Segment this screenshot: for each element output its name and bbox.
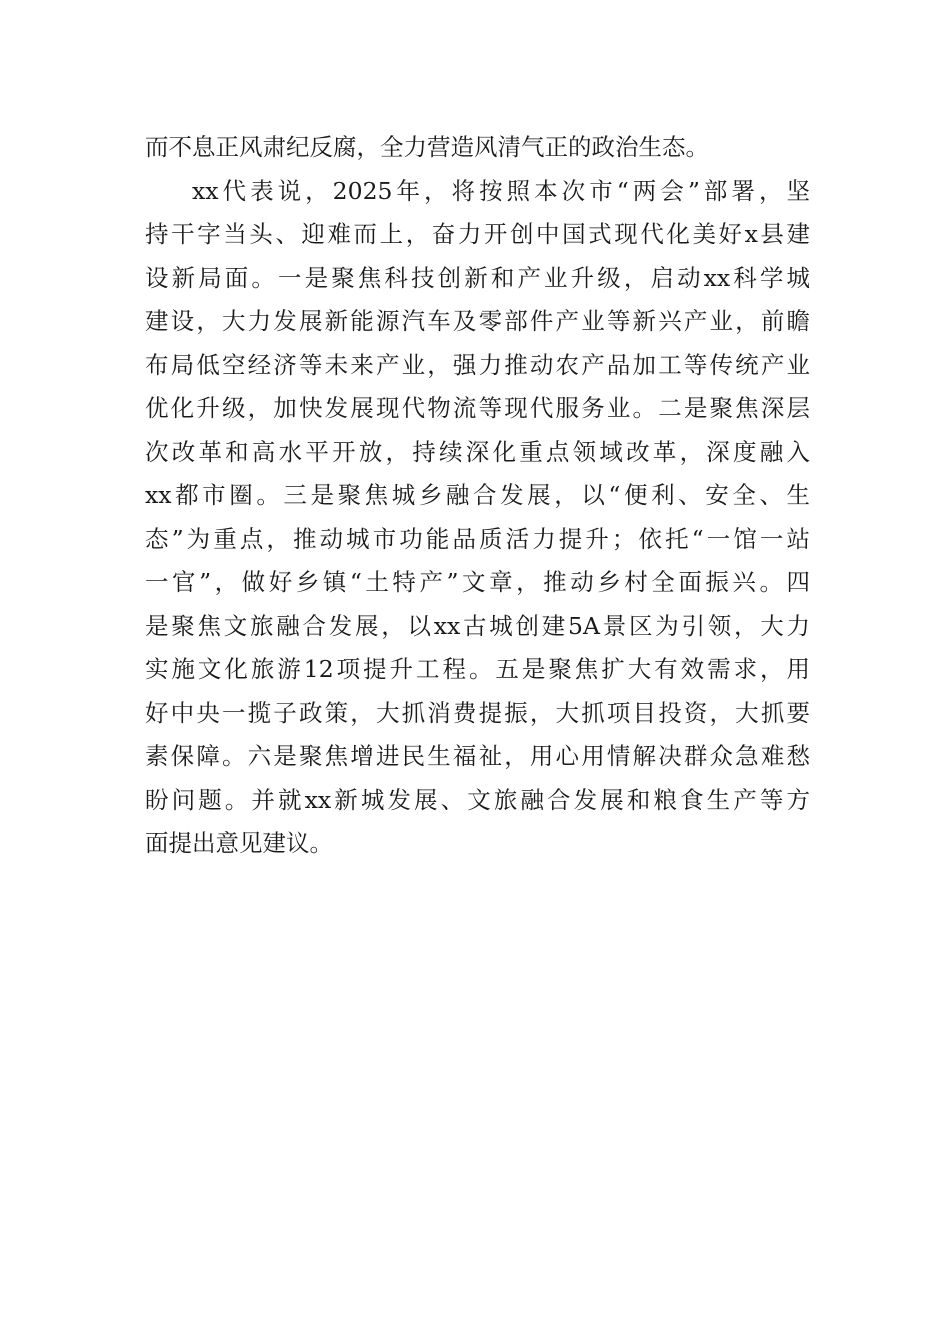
text-line: 态”为重点，推动城市功能品质活力提升；依托“一馆一站 (145, 524, 810, 553)
text-line: 素保障。六是聚焦增进民生福祉，用心用情解决群众急难愁 (145, 742, 810, 770)
text-line: 建设，大力发展新能源汽车及零部件产业等新兴产业，前瞻 (145, 307, 810, 335)
text-line: 次改革和高水平开放，持续深化重点领域改革，深度融入 (145, 437, 810, 466)
text-line: 面提出意见建议。 (145, 829, 333, 857)
text-line: 是聚焦文旅融合发展，以xx古城创建5A景区为引领，大力 (145, 611, 810, 640)
text-line: 一官”，做好乡镇“土特产”文章，推动乡村全面振兴。四 (145, 568, 810, 596)
text-line: xx都市圈。三是聚焦城乡融合发展，以“便利、安全、生 (145, 481, 810, 509)
text-line: 好中央一揽子政策，大抓消费提振，大抓项目投资，大抓要 (145, 698, 810, 727)
text-line: 而不息正风肃纪反腐，全力营造风清气正的政治生态。 (145, 133, 709, 161)
text-line: 持干字当头、迎难而上，奋力开创中国式现代化美好x县建 (145, 220, 810, 248)
body-text (145, 126, 810, 866)
text-line: 布局低空经济等未来产业，强力推动农产品加工等传统产业 (145, 350, 810, 379)
text-line: 实施文化旅游12项提升工程。五是聚焦扩大有效需求，用 (145, 655, 810, 683)
text-line: 优化升级，加快发展现代物流等现代服务业。二是聚焦深层 (145, 394, 810, 422)
text-line: 盼问题。并就xx新城发展、文旅融合发展和粮食生产等方 (145, 785, 810, 814)
text-line: xx代表说，2025年，将按照本次市“两会”部署，坚 (192, 176, 810, 205)
text-line: 设新局面。一是聚焦科技创新和产业升级，启动xx科学城 (145, 263, 810, 292)
